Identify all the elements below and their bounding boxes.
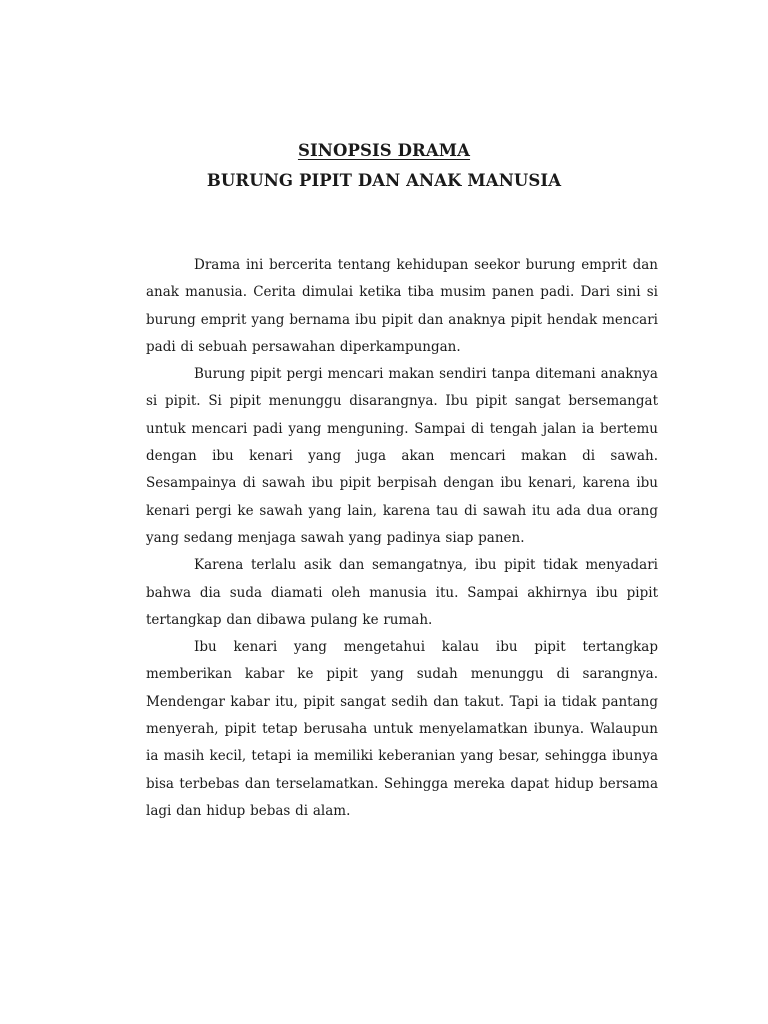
paragraph-2: Burung pipit pergi mencari makan sendiri tanpa ditemani anaknya si pipit. Si pipit menunggu disarangnya. Ibu pipit sangat bersemangat untuk mencari padi yang menguning. Sampai di tengah jalan ia bertemu dengan ibu kenari yang juga akan mencari makan di sawah. Sesampainya di sawah ibu pipit berpisah dengan ibu kenari, karena ibu kenari pergi ke sawah yang lain, karena tau di sawah itu ada dua orang yang sedang menjaga sawah yang padinya siap panen. (146, 366, 658, 546)
paragraph-1: Drama ini bercerita tentang kehidupan seekor burung emprit dan anak manusia. Cerita dimulai ketika tiba musim panen padi. Dari sini si burung emprit yang bernama ibu pipit dan anaknya pipit hendak mencari padi di sebuah persawahan diperkampungan. (146, 257, 658, 355)
document-subtitle: BURUNG PIPIT DAN ANAK MANUSIA (206, 171, 562, 190)
document-body (146, 252, 658, 825)
document-title: SINOPSIS DRAMA (297, 141, 471, 160)
paragraph-4: Ibu kenari yang mengetahui kalau ibu pipit tertangkap memberikan kabar ke pipit yang sudah menunggu di sarangnya. Mendengar kabar itu, pipit sangat sedih dan takut. Tapi ia tidak pantang menyerah, pipit tetap berusaha untuk menyelamatkan ibunya. Walaupun ia masih kecil, tetapi ia memiliki keberanian yang besar, sehingga ibunya bisa terbebas dan terselamatkan. Sehingga mereka dapat hidup bersama lagi dan hidup bebas di alam. (146, 639, 658, 819)
paragraph-3: Karena terlalu asik dan semangatnya, ibu pipit tidak menyadari bahwa dia suda diamati oleh manusia itu. Sampai akhirnya ibu pipit tertangkap dan dibawa pulang ke rumah. (146, 557, 658, 628)
title-block (0, 136, 768, 196)
